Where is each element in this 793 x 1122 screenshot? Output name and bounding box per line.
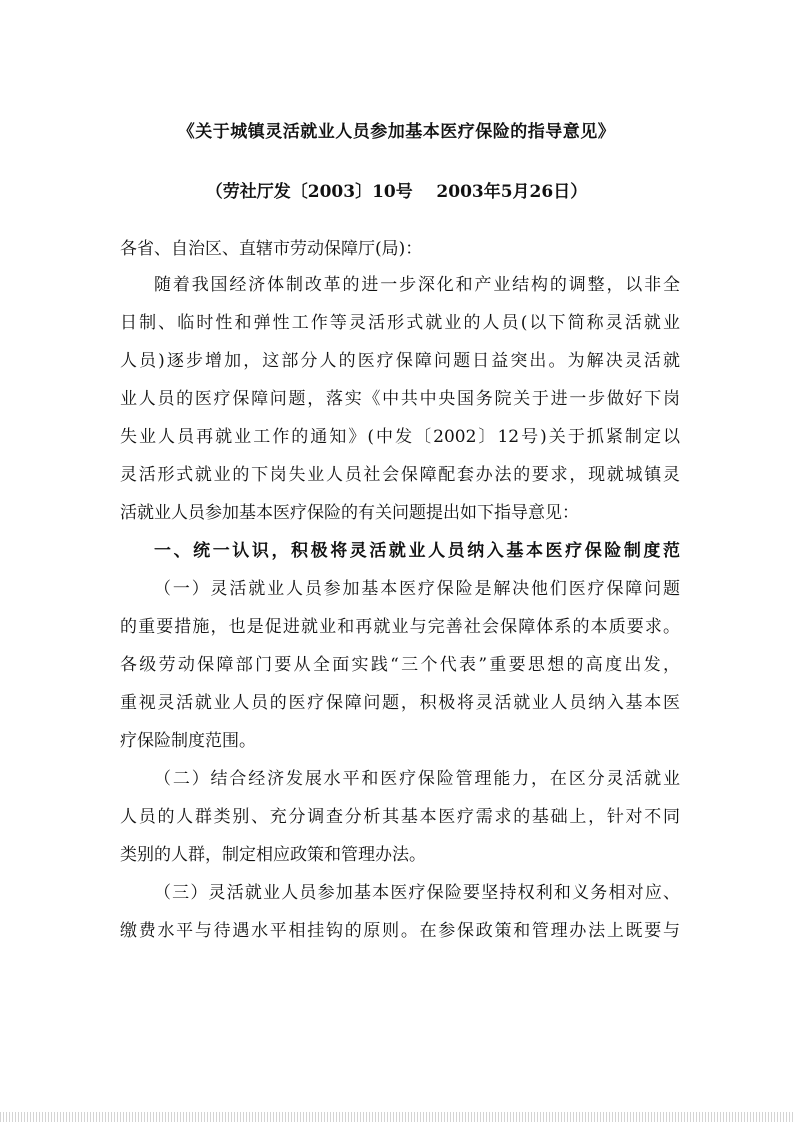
document-title: 《关于城镇灵活就业人员参加基本医疗保险的指导意见》 xyxy=(177,122,616,142)
document-subtitle: （劳社厅发〔2003〕10号 2003年5月26日） xyxy=(205,182,588,202)
paragraph-line: 随着我国经济体制改革的进一步深化和产业结构的调整，以非全 xyxy=(154,275,680,295)
paragraph-line: 各级劳动保障部门要从全面实践“三个代表”重要思想的高度出发， xyxy=(120,655,680,675)
paragraph-line: （三）灵活就业人员参加基本医疗保险要坚持权利和义务相对应、 xyxy=(154,883,680,903)
paragraph-line: 活就业人员参加基本医疗保险的有关问题提出如下指导意见： xyxy=(120,503,579,523)
paragraph-line: 人员)逐步增加，这部分人的医疗保障问题日益突出。为解决灵活就 xyxy=(120,351,680,371)
paragraph-line: 缴费水平与待遇水平相挂钩的原则。在参保政策和管理办法上既要与 xyxy=(120,921,680,941)
paragraph-line: 人员的人群类别、充分调查分析其基本医疗需求的基础上，针对不同 xyxy=(120,807,680,827)
paragraph-line: 的重要措施，也是促进就业和再就业与完善社会保障体系的本质要求。 xyxy=(120,617,680,637)
paragraph-line: 重视灵活就业人员的医疗保障问题，积极将灵活就业人员纳入基本医 xyxy=(120,693,680,713)
salutation: 各省、自治区、直辖市劳动保障厅(局)： xyxy=(120,239,423,259)
section-heading: 一、统一认识，积极将灵活就业人员纳入基本医疗保险制度范 xyxy=(154,541,680,561)
paragraph-line: 业人员的医疗保障问题，落实《中共中央国务院关于进一步做好下岗 xyxy=(120,389,680,409)
paragraph-line: （一）灵活就业人员参加基本医疗保险是解决他们医疗保障问题 xyxy=(154,579,680,599)
paragraph-line: 疗保险制度范围。 xyxy=(120,731,256,751)
document-body xyxy=(120,266,680,950)
page-bottom-edge xyxy=(0,1112,793,1122)
paragraph-line: 失业人员再就业工作的通知》(中发〔2002〕12号)关于抓紧制定以 xyxy=(120,427,680,447)
paragraph-line: 类别的人群，制定相应政策和管理办法。 xyxy=(120,845,426,865)
paragraph-line: （二）结合经济发展水平和医疗保险管理能力，在区分灵活就业 xyxy=(154,769,680,789)
paragraph-line: 灵活形式就业的下岗失业人员社会保障配套办法的要求，现就城镇灵 xyxy=(120,465,680,485)
paragraph-line: 日制、临时性和弹性工作等灵活形式就业的人员(以下简称灵活就业 xyxy=(120,313,680,333)
